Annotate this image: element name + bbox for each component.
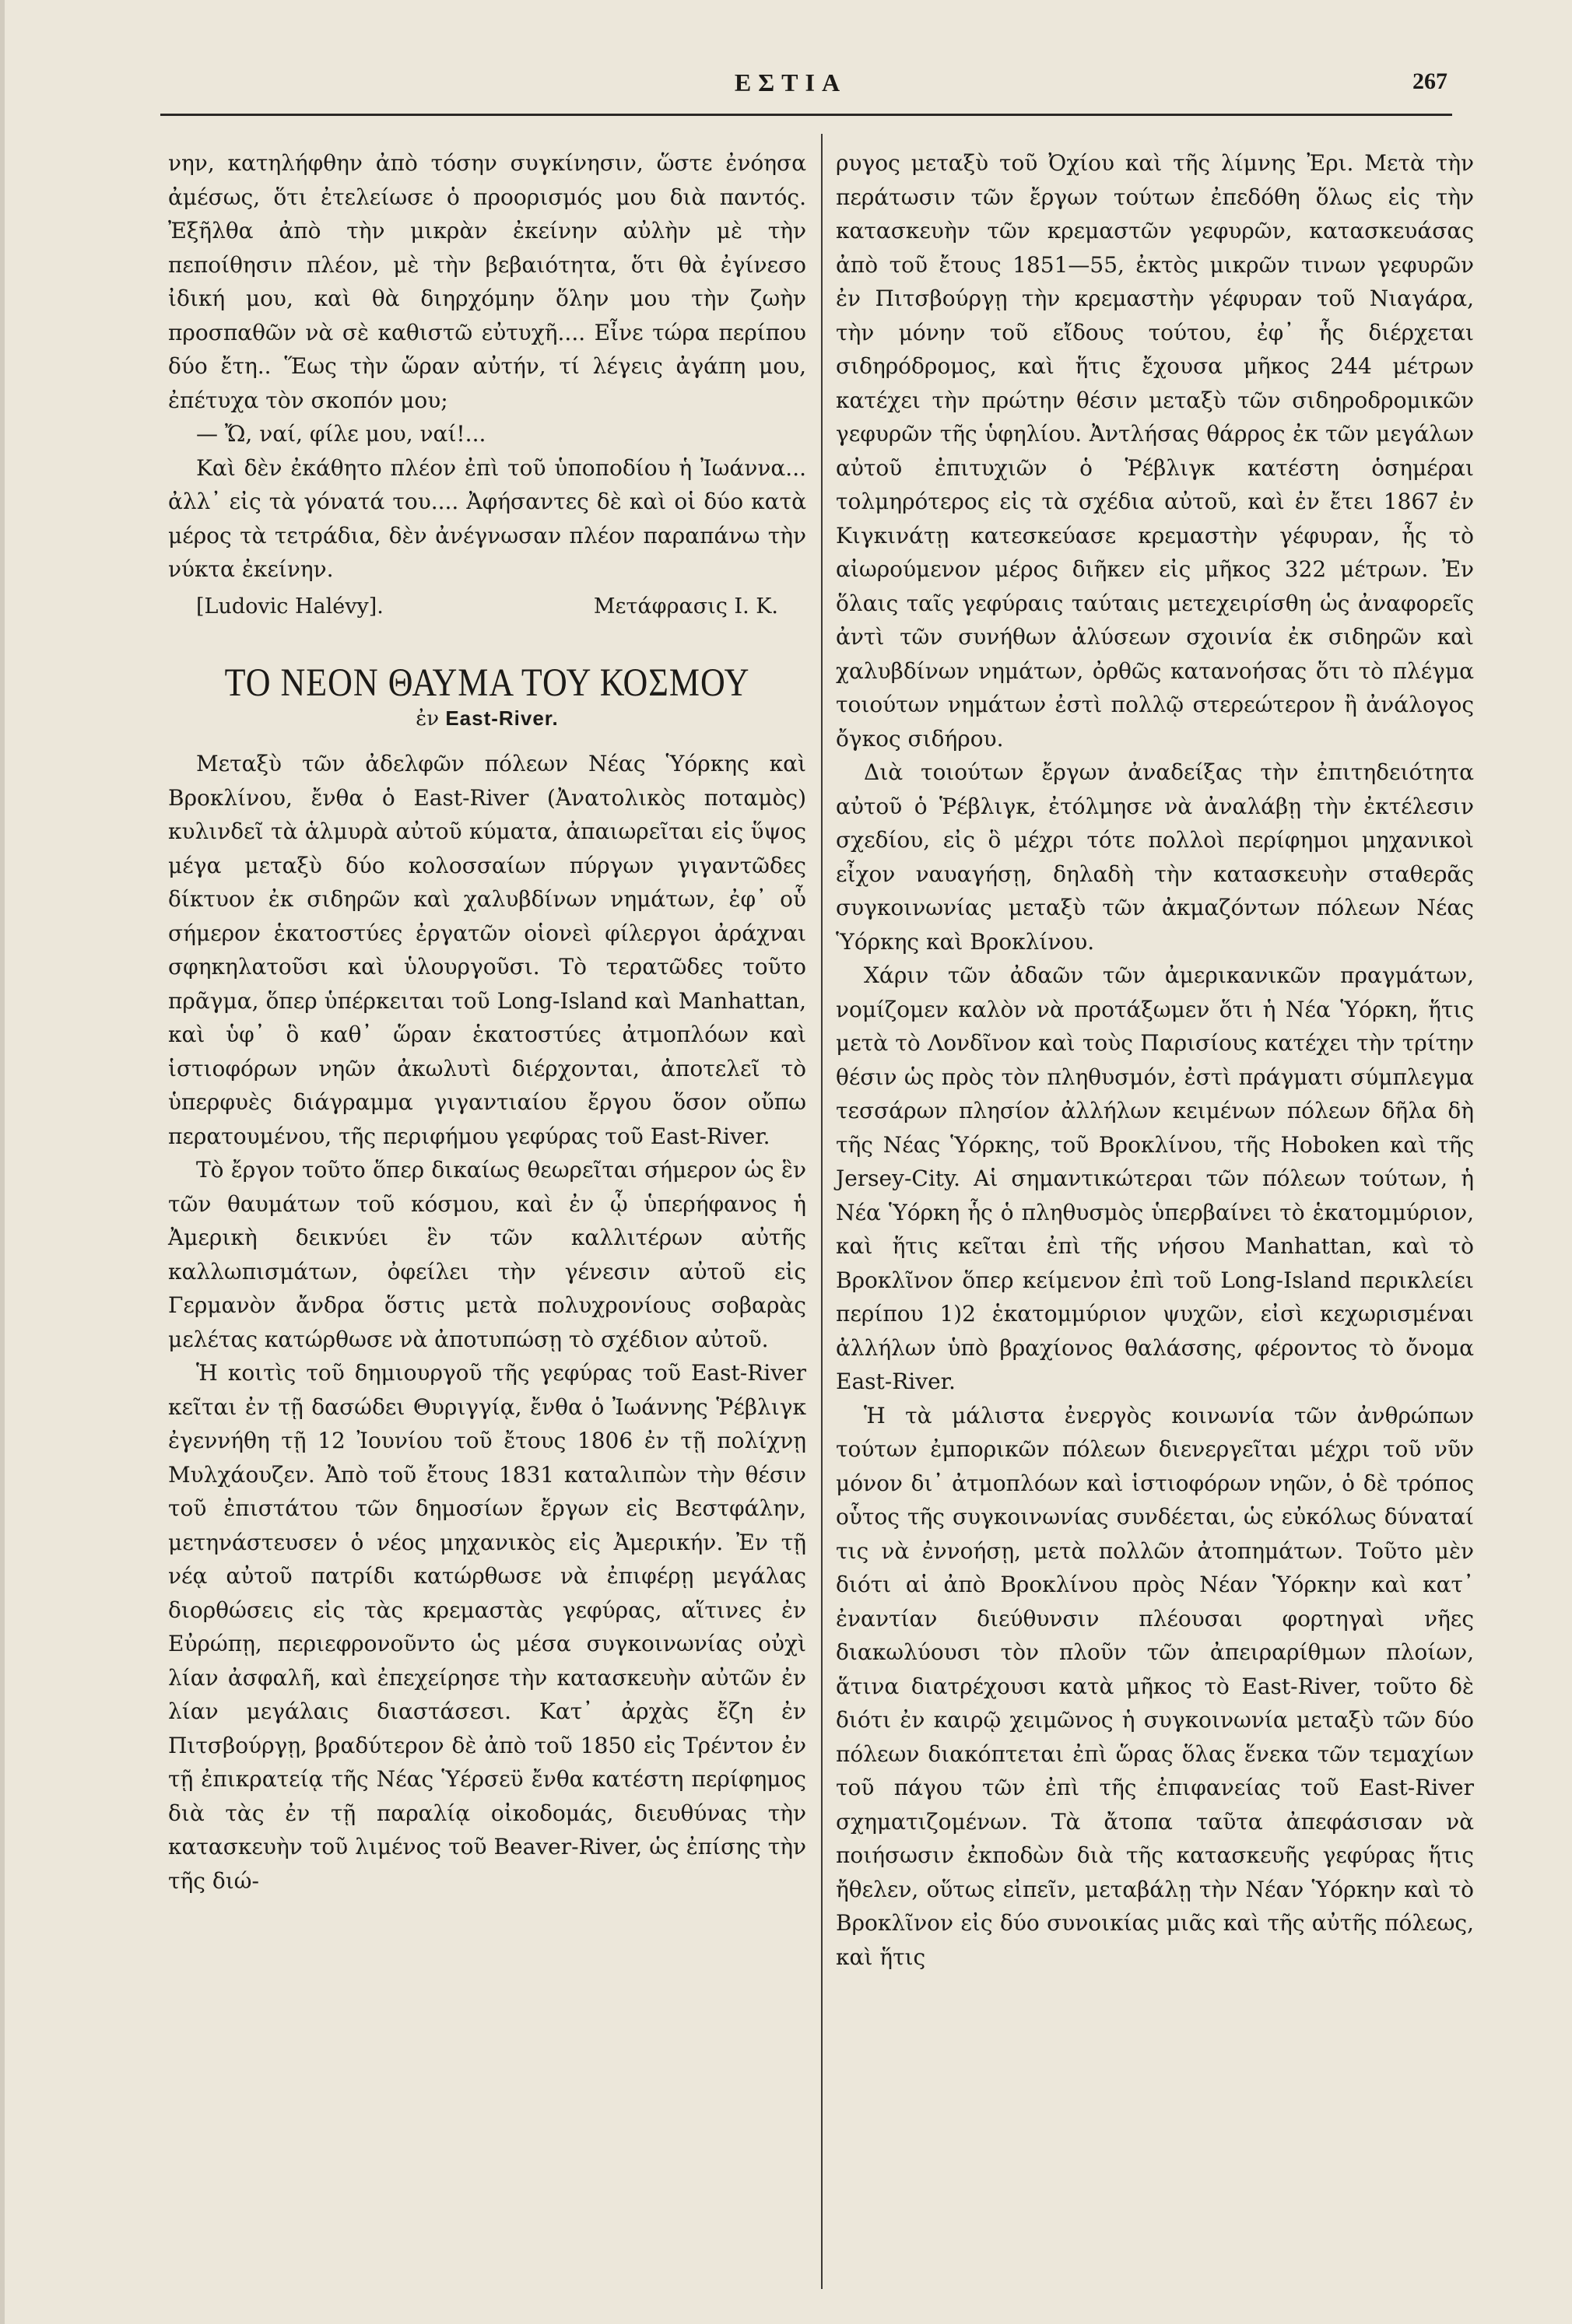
running-title: ΕΣΤΙΑ — [734, 68, 847, 96]
paragraph: Καὶ δὲν ἐκάθητο πλέον ἐπὶ τοῦ ὑποποδίου ἡ Ἰωάννα... ἀλλ᾽ εἰς τὰ γόνατά του.... Ἀφήσαντες δὲ καὶ οἱ δύο κατὰ μέρος τὰ τετράδια, δὲν ἀνέγνωσαν πλέον παραπάνω τὴν νύκτα ἐκείνην. — [168, 454, 806, 582]
page-number: 267 — [1412, 68, 1447, 94]
signature-line — [168, 590, 806, 624]
paragraph: — Ὤ, ναί, φίλε μου, ναί!... — [196, 421, 486, 447]
article-title: ΤΟ ΝΕΟΝ ΘΑΥΜΑ ΤΟΥ ΚΟΣΜΟΥ — [224, 661, 750, 705]
paragraph: Διὰ τοιούτων ἔργων ἀναδείξας τὴν ἐπιτηδειότητα αὐτοῦ ὁ Ῥέβλιγκ, ἐτόλμησε νὰ ἀναλάβῃ τὴν ἐκτέλεσιν σχεδίου, εἰς ὃ μέχρι τότε πολλοὶ περίφημοι μηχανικοὶ εἶχον ναυαγήσῃ, δηλαδὴ τὴν κατασκευὴν σταθερᾶς συγκοινωνίας μεταξὺ τῶν ἀκμαζόντων πόλεων Νέας Ὑόρκης καὶ Βροκλίνου. — [836, 759, 1474, 955]
article-subtitle — [168, 704, 806, 733]
paragraph: Ἡ κοιτὶς τοῦ δημιουργοῦ τῆς γεφύρας τοῦ East-River κεῖται ἐν τῇ δασώδει Θυριγγίᾳ, ἔνθα ὁ Ἰωάννης Ῥέβλιγκ ἐγεννήθη τῇ 12 Ἰουνίου τοῦ ἔτους 1806 ἐν τῇ πολίχνῃ Μυλχάουζεν. Ἀπὸ τοῦ ἔτους 1831 καταλιπὼν τὴν θέσιν τοῦ ἐπιστάτου τῶν δημοσίων ἔργων εἰς Βεστφάλην, μετηνάστευσεν ὁ νέος μηχανικὸς εἰς Ἀμερικήν. Ἐν τῇ νέᾳ αὐτοῦ πατρίδι κατώρθωσε νὰ ἐπιφέρῃ μεγάλας διορθώσεις εἰς τὰς κρεμαστὰς γεφύρας, αἵτινες ἐν Εὐρώπῃ, περιεφρονοῦντο ὡς μέσα συγκοινωνίας οὐχὶ λίαν ἀσφαλῆ, καὶ ἐπεχείρησε τὴν κατασκευὴν αὐτῶν ἐν λίαν μεγάλαις διαστάσεσι. Κατ᾽ ἀρχὰς ἔζη ἐν Πιτσβούργῃ, βραδύτερον δὲ ἀπὸ τοῦ 1850 εἰς Τρέντον ἐν τῇ ἐπικρατείᾳ τῆς Νέας Ὑέρσεϋ ἔνθα κατέστη περίφημος διὰ τὰς ἐν τῇ παραλίᾳ οἰκοδομάς, διευθύνας τὴν κατασκευὴν τοῦ λιμένος τοῦ Beaver-River, ὡς ἐπίσης τὴν τῆς διώ- — [168, 1360, 806, 1894]
subtitle-prefix: ἐν — [416, 707, 446, 731]
subtitle-place: East-River. — [445, 706, 559, 730]
right-column — [836, 146, 1474, 1974]
author-credit: [Ludovic Halévy]. — [196, 594, 384, 619]
paragraph: ρυγος μεταξὺ τοῦ Ὀχίου καὶ τῆς λίμνης Ἐρι. Μετὰ τὴν περάτωσιν τῶν ἔργων τούτων ἐπεδόθη ὅλως εἰς τὴν κατασκευὴν τῶν κρεμαστῶν γεφυρῶν, κατασκευάσας ἀπὸ τοῦ ἔτους 1851—55, ἐκτὸς μικρῶν τινων γεφυρῶν ἐν Πιτσβούργῃ τὴν κρεμαστὴν γέφυραν τοῦ Νιαγάρα, τὴν μόνην τοῦ εἴδους τούτου, ἐφ᾽ ἧς διέρχεται σιδηρόδρομος, καὶ ἥτις ἔχουσα μῆκος 244 μέτρων κατέχει τὴν πρώτην θέσιν μεταξὺ τῶν σιδηροδρομικῶν γεφυρῶν τῆς ὑφηλίου. Ἀντλήσας θάρρος ἐκ τῶν μεγάλων αὐτοῦ ἐπιτυχιῶν ὁ Ῥέβλιγκ κατέστη ὁσημέραι τολμηρότερος εἰς τὰ σχέδια αὐτοῦ, καὶ ἐν ἔτει 1867 ἐν Κιγκινάτῃ κατεσκεύασε κρεμαστὴν γέφυραν, ἧς τὸ αἰωρούμενον μέρος διῆκεν εἰς μῆκος 322 μέτρων. Ἐν ὅλαις ταῖς γεφύραις ταύταις μετεχειρίσθη ὡς ἀναφορεῖς ἀντὶ τῶν συνήθων ἁλύσεων σχοινία ἐκ σιδηρῶν καὶ χαλυβδίνων νημάτων, ὀρθῶς κατανοήσας ὅτι τὸ πλέγμα τοιούτων νημάτων ἐστὶ πολλῷ στερεώτερον ἢ ἀνάλογος ὄγκος σιδήρου. — [836, 150, 1474, 752]
paragraph: Μεταξὺ τῶν ἀδελφῶν πόλεων Νέας Ὑόρκης καὶ Βροκλίνου, ἔνθα ὁ East-River (Ἀνατολικὸς ποταμὸς) κυλινδεῖ τὰ ἁλμυρὰ αὐτοῦ κύματα, ἀπαιωρεῖται εἰς ὕψος μέγα μεταξὺ δύο κολοσσαίων πύργων γιγαντῶδες δίκτυον ἐκ σιδηρῶν καὶ χαλυβδίνων νημάτων, ἐφ᾽ οὗ σήμερον ἑκατοστύες ἐργατῶν οἱονεὶ φίλεργοι ἀράχναι σφηκηλατοῦσι καὶ ὑλουργοῦσι. Τὸ τερατῶδες τοῦτο πρᾶγμα, ὅπερ ὑπέρκειται τοῦ Long-Island καὶ Manhattan, καὶ ὑφ᾽ ὃ καθ᾽ ὥραν ἑκατοστύες ἀτμοπλόων καὶ ἱστιοφόρων νηῶν ἀκωλυτὶ διέρχονται, ἀποτελεῖ τὸ ὑπερφυὲς διάγραμμα γιγαντιαίου ἔργου ὅσον οὔπω περατουμένου, τῆς περιφήμου γεφύρας τοῦ East-River. — [168, 751, 806, 1149]
left-column — [168, 146, 806, 1898]
paragraph: Ἡ τὰ μάλιστα ἐνεργὸς κοινωνία τῶν ἀνθρώπων τούτων ἐμπορικῶν πόλεων διενεργεῖται μέχρι τοῦ νῦν μόνον δι᾽ ἀτμοπλόων καὶ ἱστιοφόρων νηῶν, ὁ δὲ τρόπος οὗτος τῆς συγκοινωνίας συνδέεται, ὡς εὐκόλως δύναταί τις νὰ ἐννοήσῃ, μετὰ πολλῶν ἀτοπημάτων. Τοῦτο μὲν διότι αἱ ἀπὸ Βροκλίνου πρὸς Νέαν Ὑόρκην καὶ κατ᾽ ἐναντίαν διεύθυνσιν πλέουσαι φορτηγαὶ νῆες διακωλύουσι τὸν πλοῦν τῶν ἀπειραρίθμων πλοίων, ἅτινα διατρέχουσι κατὰ μῆκος τὸ East-River, τοῦτο δὲ διότι ἐν καιρῷ χειμῶνος ἡ συγκοινωνία μεταξὺ τῶν δύο πόλεων διακόπτεται ἐπὶ ὥρας ὅλας ἕνεκα τῶν τεμαχίων τοῦ πάγου τῶν ἐπὶ τῆς ἐπιφανείας τοῦ East-River σχηματιζομένων. Τὰ ἄτοπα ταῦτα ἀπεφάσισαν νὰ ποιήσωσιν ἐκποδὼν διὰ τῆς κατασκευῆς γεφύρας ἥτις ἤθελεν, οὕτως εἰπεῖν, μεταβάλῃ τὴν Νέαν Ὑόρκην καὶ τὸ Βροκλῖνον εἰς δύο συνοικίας μιᾶς καὶ τῆς αὐτῆς πόλεως, καὶ ἥτις — [836, 1402, 1474, 1970]
header-rule — [160, 114, 1452, 116]
paragraph: Χάριν τῶν ἀδαῶν τῶν ἀμερικανικῶν πραγμάτων, νομίζομεν καλὸν νὰ προτάξωμεν ὅτι ἡ Νέα Ὑόρκη, ἥτις μετὰ τὸ Λονδῖνον καὶ τοὺς Παρισίους κατέχει τὴν τρίτην θέσιν ὡς πρὸς τὸν πληθυσμόν, ἐστὶ πράγματι σύμπλεγμα τεσσάρων πλησίον ἀλλήλων κειμένων πόλεων δῆλα δὴ τῆς Νέας Ὑόρκης, τοῦ Βροκλίνου, τῆς Hoboken καὶ τῆς Jersey-City. Αἱ σημαντικώτεραι τῶν πόλεων τούτων, ἡ Νέα Ὑόρκη ἧς ὁ πληθυσμὸς ὑπερβαίνει τὸ ἑκατομμύριον, καὶ ἥτις κεῖται ἐπὶ τῆς νήσου Manhattan, καὶ τὸ Βροκλῖνον ὅπερ κείμενον ἐπὶ τοῦ Long-Island περικλείει περίπου 1)2 ἑκατομμύριον ψυχῶν, εἰσὶ κεχωρισμέναι ἀλλήλων ὑπὸ βραχίονος θαλάσσης, φέροντος τὸ ὄνομα East-River. — [836, 962, 1474, 1394]
translator-credit: Μετάφρασις Ι. Κ. — [593, 594, 778, 619]
column-divider — [821, 134, 823, 2289]
paragraph: Τὸ ἔργον τοῦτο ὅπερ δικαίως θεωρεῖται σήμερον ὡς ἓν τῶν θαυμάτων τοῦ κόσμου, καὶ ἐν ᾧ ὑπερήφανος ἡ Ἀμερικὴ δεικνύει ἓν τῶν καλλιτέρων αὐτῆς καλλωπισμάτων, ὀφείλει τὴν γένεσιν αὐτοῦ εἰς Γερμανὸν ἄνδρα ὅστις μετὰ πολυχρονίους σοβαρὰς μελέτας κατώρθωσε νὰ ἀποτυπώσῃ τὸ σχέδιον αὐτοῦ. — [168, 1157, 806, 1352]
paragraph: νην, κατηλήφθην ἀπὸ τόσην συγκίνησιν, ὥστε ἐνόησα ἀμέσως, ὅτι ἐτελείωσε ὁ προορισμός μου διὰ παντός. Ἐξῆλθα ἀπὸ τὴν μικρὰν ἐκείνην αὐλὴν μὲ τὴν πεποίθησιν πλέον, μὲ τὴν βεβαιότητα, ὅτι θὰ ἐγίνεσο ἰδική μου, καὶ θὰ διηρχόμην ὅλην μου τὴν ζωὴν προσπαθῶν νὰ σὲ καθιστῶ εὐτυχῆ.... Εἶνε τώρα περίπου δύο ἔτη.. Ἕως τὴν ὥραν αὐτήν, τί λέγεις ἀγάπη μου, ἐπέτυχα τὸν σκοπόν μου; — [168, 150, 806, 413]
